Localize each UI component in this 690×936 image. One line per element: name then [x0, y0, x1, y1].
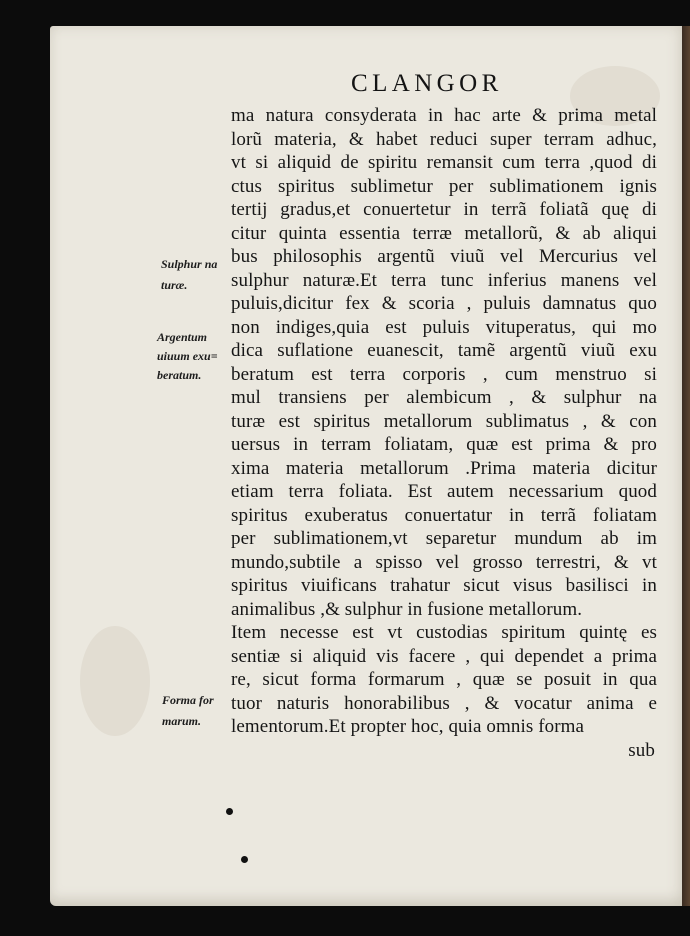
text-line: puluis,dicitur fex & scoria , puluis damnatus quo [231, 293, 657, 314]
text-line: re, sicut forma formarum , quæ se posuit in qua [231, 669, 657, 690]
text-line: beratum est terra corporis , cum menstruo si [231, 363, 657, 385]
margin-note-sulphur [161, 254, 217, 296]
text-line: non indiges,quia est puluis vituperatus, qui mo [231, 316, 657, 338]
margin-note-line: beratum. [157, 368, 202, 382]
text-line: sub [628, 739, 655, 761]
text-line: dica suflatione euanescit, tamẽ argentũ viuũ exu [231, 340, 657, 361]
text-line: tertij gradus,et conuertetur in terrã foliatã quę di [231, 199, 657, 220]
text-line: etiam terra foliata. Est autem necessarium quod [231, 481, 657, 502]
text-line: mundo,subtile a spisso vel grosso terrestri, & vt [231, 551, 657, 573]
margin-note-line: Sulphur na [161, 257, 218, 271]
text-line: per sublimationem,vt separetur mundum ab im [231, 528, 657, 549]
margin-note-line: uiuum exu= [157, 349, 218, 363]
ink-dot [226, 808, 233, 815]
ink-dot [241, 856, 248, 863]
text-line: xima materia metallorum .Prima materia dicitur [231, 457, 657, 479]
text-line: citur quinta essentia terræ metallorũ, & ab aliqui [231, 222, 657, 244]
text-line: spiritus exuberatus conuertatur in terrã foliatam [231, 504, 657, 526]
text-line: sentiæ si aliquid vis facere , qui dependet a prima [231, 645, 657, 667]
text-line: lementorum.Et propter hoc, quia omnis forma [231, 716, 585, 737]
text-line: ma natura consyderata in hac arte & prima metal [231, 105, 657, 126]
margin-note-line: Forma for [162, 693, 214, 707]
text-line: lorũ materia, & habet reduci super terram adhuc, [231, 128, 657, 150]
text-line: uersus in terram foliatam, quæ est prima & pro [231, 434, 657, 455]
text-line: Item necesse est vt custodias spiritum quintę es [231, 622, 657, 643]
running-title: CLANGOR [351, 70, 503, 97]
margin-note-forma [162, 690, 214, 732]
margin-note-line: turæ. [161, 278, 188, 292]
text-line: vt si aliquid de spiritu remansit cum terra ,quod di [231, 152, 657, 173]
book-edge [682, 26, 690, 906]
text-line: ctus spiritus sublimetur per sublimationem ignis [231, 175, 657, 197]
text-line: tuor naturis honorabilibus , & vocatur anima e [231, 692, 657, 714]
paper-stain [80, 626, 150, 736]
margin-note-argentum [157, 328, 218, 385]
text-line: sulphur naturæ.Et terra tunc inferius manens vel [231, 269, 657, 291]
body-text [231, 104, 657, 762]
margin-note-line: Argentum [157, 330, 208, 344]
text-line: bus philosophis argentũ viuũ vel Mercurius vel [231, 246, 657, 267]
text-line: turæ est spiritus metallorum sublimatus , & con [231, 410, 657, 432]
margin-note-line: marum. [162, 714, 202, 728]
text-line: animalibus ,& sulphur in fusione metallorum. [231, 598, 583, 620]
text-line: spiritus viuificans trahatur sicut visus basilisci in [231, 575, 657, 596]
text-line: mul transiens per alembicum , & sulphur na [231, 387, 657, 408]
